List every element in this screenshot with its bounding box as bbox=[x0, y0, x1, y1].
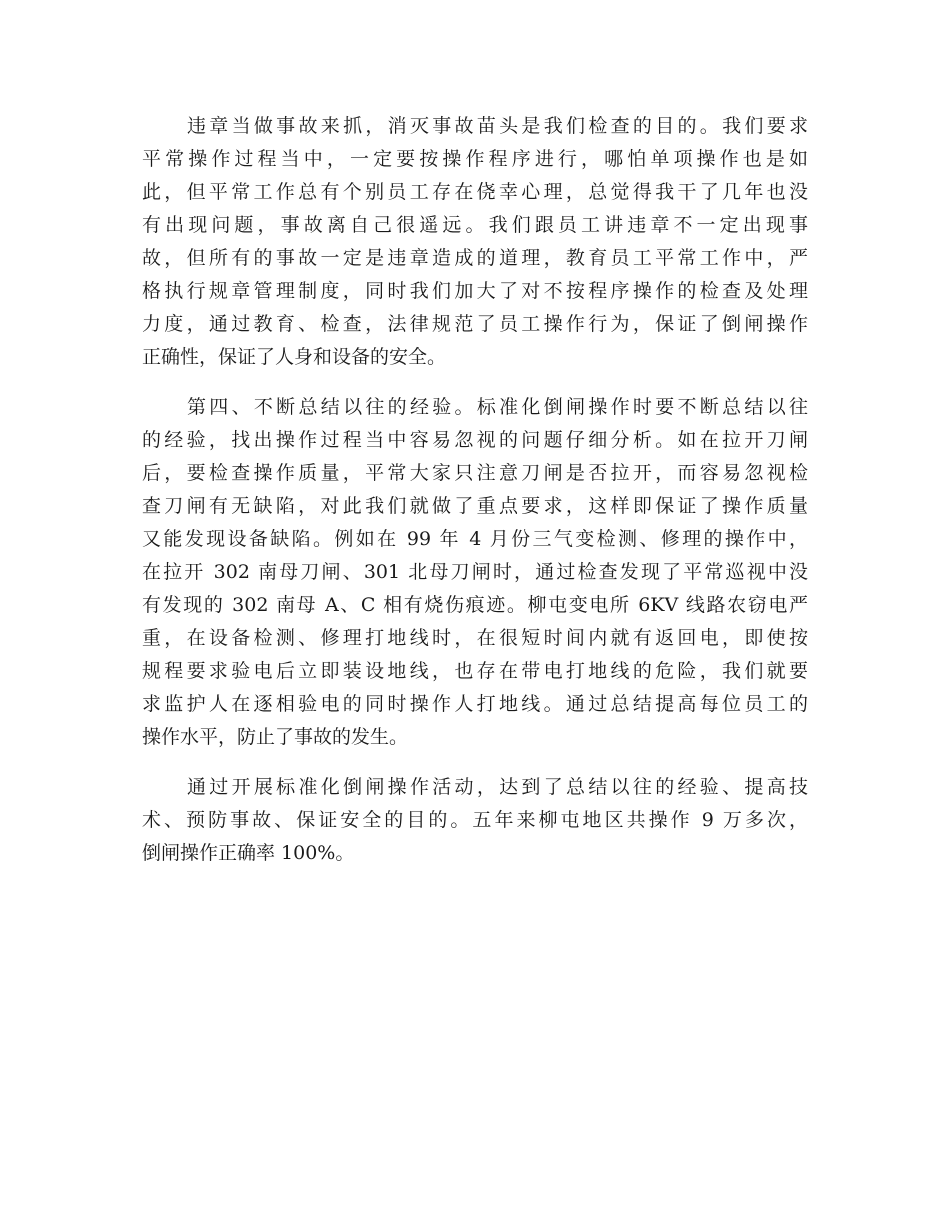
text-line: 规程要求验电后立即装设地线，也存在带电打地线的危险，我们就要 bbox=[142, 660, 808, 682]
text-line: 后，要检查操作质量，平常大家只注意刀闸是否拉开，而容易忽视检 bbox=[142, 462, 808, 484]
text-line: 操作水平，防止了事故的发生。 bbox=[142, 726, 409, 748]
text-line: 术、预防事故、保证安全的目的。五年来柳屯地区共操作 9 万多次， bbox=[142, 809, 808, 831]
text-line: 故，但所有的事故一定是违章造成的道理，教育员工平常工作中，严 bbox=[142, 247, 808, 269]
text-line: 第四、不断总结以往的经验。标准化倒闸操作时要不断总结以往 bbox=[187, 396, 808, 418]
paragraph-violation-check bbox=[142, 110, 808, 374]
text-line: 有出现问题，事故离自己很遥远。我们跟员工讲违章不一定出现事 bbox=[142, 214, 808, 236]
text-line: 力度，通过教育、检查，法律规范了员工操作行为，保证了倒闸操作 bbox=[142, 313, 808, 335]
document-page bbox=[142, 110, 808, 887]
text-line: 又能发现设备缺陷。例如在 99 年 4 月份三气变检测、修理的操作中， bbox=[142, 528, 808, 550]
text-line: 通过开展标准化倒闸操作活动，达到了总结以往的经验、提高技 bbox=[187, 776, 808, 798]
text-line: 查刀闸有无缺陷，对此我们就做了重点要求，这样即保证了操作质量 bbox=[142, 495, 808, 517]
text-line: 有发现的 302 南母 A、C 相有烧伤痕迹。柳屯变电所 6KV 线路农窃电严 bbox=[142, 594, 808, 616]
text-line: 格执行规章管理制度，同时我们加大了对不按程序操作的检查及处理 bbox=[142, 280, 808, 302]
paragraph-conclusion bbox=[142, 771, 808, 870]
text-line: 违章当做事故来抓，消灭事故苗头是我们检查的目的。我们要求 bbox=[187, 115, 808, 137]
text-line: 重，在设备检测、修理打地线时，在很短时间内就有返回电，即使按 bbox=[142, 627, 808, 649]
text-line: 此，但平常工作总有个别员工存在侥幸心理，总觉得我干了几年也没 bbox=[142, 181, 808, 203]
paragraph-fourth-experience bbox=[142, 391, 808, 754]
text-line: 求监护人在逐相验电的同时操作人打地线。通过总结提高每位员工的 bbox=[142, 693, 808, 715]
text-line: 倒闸操作正确率 100%。 bbox=[142, 842, 355, 864]
text-line: 在拉开 302 南母刀闸、301 北母刀闸时，通过检查发现了平常巡视中没 bbox=[142, 561, 808, 583]
text-line: 正确性，保证了人身和设备的安全。 bbox=[142, 346, 447, 368]
text-line: 平常操作过程当中，一定要按操作程序进行，哪怕单项操作也是如 bbox=[142, 148, 808, 170]
text-line: 的经验，找出操作过程当中容易忽视的问题仔细分析。如在拉开刀闸 bbox=[142, 429, 808, 451]
